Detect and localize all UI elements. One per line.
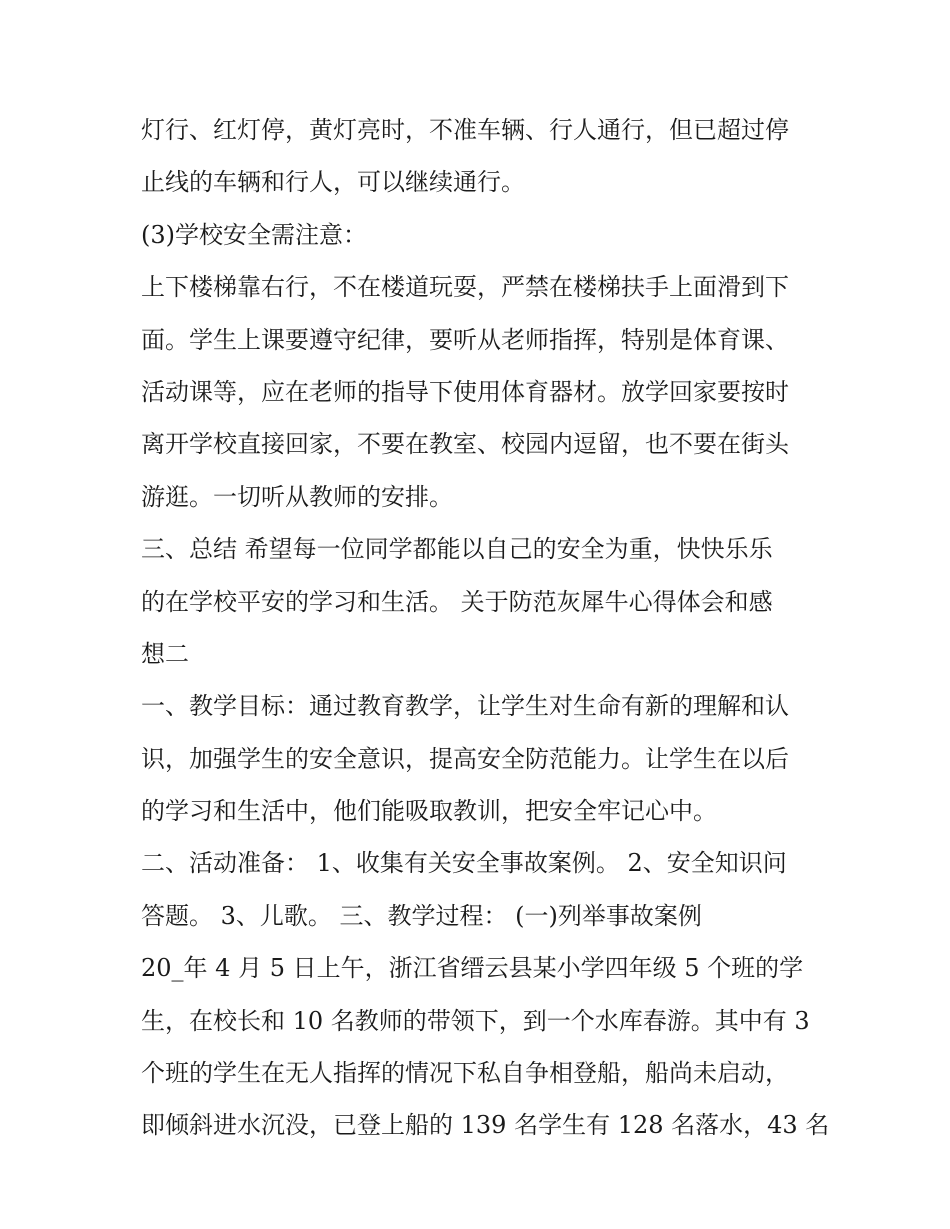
- text-line: 上下楼梯靠右行，不在楼道玩耍，严禁在楼梯扶手上面滑到下: [141, 273, 789, 302]
- text-line: 生，在校长和 10 名教师的带领下，到一个水库春游。其中有 3: [141, 1006, 810, 1035]
- text-line: 答题。 3、儿歌。 三、教学过程： (一)列举事故案例: [141, 901, 702, 930]
- text-line: 识，加强学生的安全意识，提高安全防范能力。让学生在以后: [141, 744, 789, 773]
- text-line: 的在学校平安的学习和生活。 关于防范灰犀牛心得体会和感: [141, 587, 773, 616]
- text-line: 离开学校直接回家，不要在教室、校园内逗留，也不要在街头: [141, 430, 789, 459]
- text-line: 二、活动准备： 1、收集有关安全事故案例。 2、安全知识问: [141, 849, 787, 878]
- text-line: 面。学生上课要遵守纪律，要听从老师指挥，特别是体育课、: [141, 325, 789, 354]
- section-heading: (3)学校安全需注意：: [141, 220, 367, 249]
- text-line: 游逛。一切听从教师的安排。: [141, 482, 453, 511]
- text-line: 灯行、红灯停，黄灯亮时，不准车辆、行人通行，但已超过停: [141, 116, 789, 144]
- text-line: 的学习和生活中，他们能吸取教训，把安全牢记心中。: [141, 797, 717, 826]
- text-line: 个班的学生在无人指挥的情况下私自争相登船，船尚未启动，: [141, 1059, 789, 1088]
- text-line: 活动课等，应在老师的指导下使用体育器材。放学回家要按时: [141, 377, 789, 406]
- text-line: 三、总结 希望每一位同学都能以自己的安全为重，快快乐乐: [141, 535, 773, 564]
- document-body: [141, 104, 830, 1152]
- text-line: 20_年 4 月 5 日上午，浙江省缙云县某小学四年级 5 个班的学: [141, 954, 804, 983]
- text-line: 止线的车辆和行人，可以继续通行。: [141, 168, 525, 197]
- text-line: 一、教学目标：通过教育教学，让学生对生命有新的理解和认: [141, 692, 789, 721]
- text-line: 即倾斜进水沉没，已登上船的 139 名学生有 128 名落水，43 名: [141, 1111, 830, 1140]
- text-line: 想二: [141, 639, 189, 668]
